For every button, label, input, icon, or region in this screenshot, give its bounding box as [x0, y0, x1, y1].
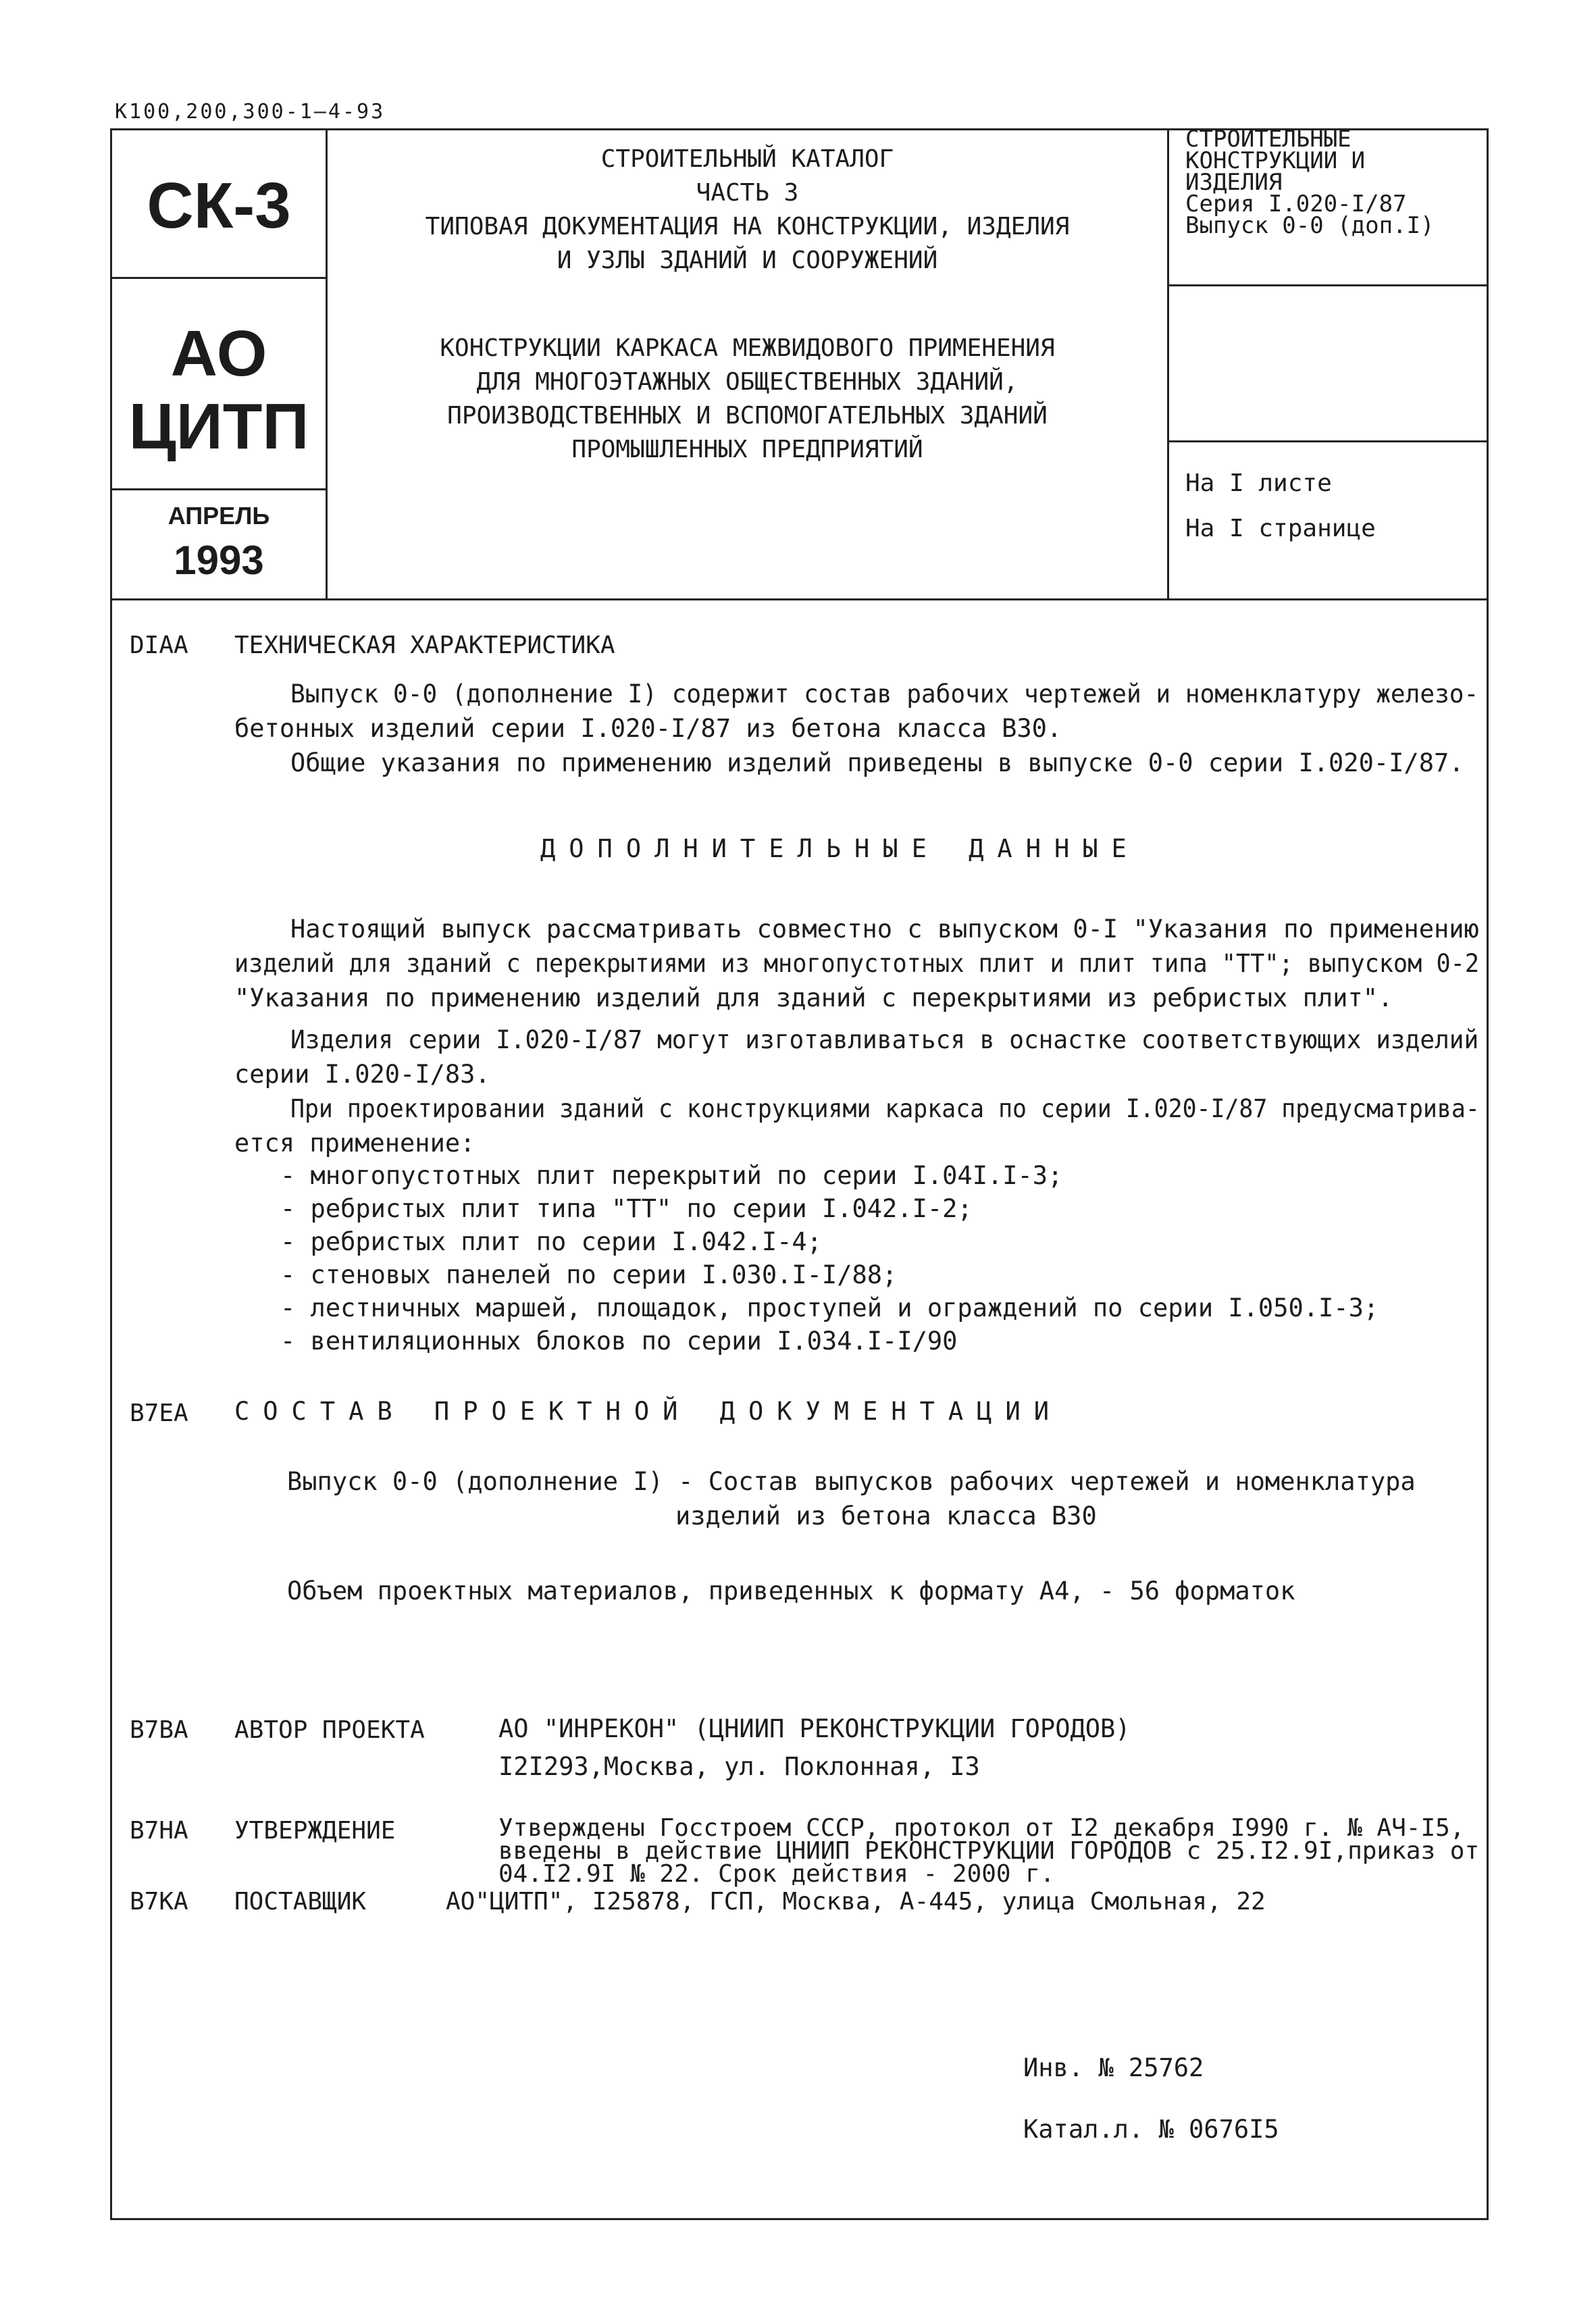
approval-line-1: Утверждены Госстроем СССР, протокол от I2 декабря I990 г. № АЧ-I5,	[498, 1814, 1465, 1842]
series-number: Серия I.020-I/87	[1185, 190, 1407, 217]
additional-p1-line-1: Настоящий выпуск рассматривать совместно с выпуском 0-I "Указания по применению	[290, 915, 1479, 944]
org-logo-line2: ЦИТП	[128, 390, 309, 463]
logo-divider-2	[110, 488, 326, 490]
issue-year: 1993	[174, 538, 264, 583]
composition-heading: СОСТАВ ПРОЕКТНОЙ ДОКУМЕНТАЦИИ	[234, 1397, 1063, 1426]
catalog-line-1: СТРОИТЕЛЬНЫЙ КАТАЛОГ	[600, 145, 894, 173]
header-bottom-line	[110, 598, 1489, 600]
tech-code: DIAA	[130, 632, 188, 659]
additional-p1-line-3: "Указания по применению изделий для зданий с перекрытиями из ребристых плит".	[234, 983, 1393, 1012]
author-line-2: I2I293,Москва, ул. Поклонная, I3	[498, 1752, 980, 1781]
pages-count: На I странице	[1185, 515, 1376, 542]
right-divider-1	[1167, 284, 1488, 286]
issue-month: АПРЕЛЬ	[168, 502, 270, 530]
approval-line-2: введены в действие ЦНИИП РЕКОНСТРУКЦИИ ГОРОДОВ с 25.I2.9I,приказ от	[498, 1837, 1480, 1865]
catalog-sheet-number: Катал.л. № 0676I5	[1023, 2115, 1279, 2144]
author-label: АВТОР ПРОЕКТА	[234, 1716, 425, 1744]
usage-item: - многопустотных плит перекрытий по серии I.04I.I-3;	[280, 1161, 1063, 1190]
approval-label: УТВЕРЖДЕНИЕ	[234, 1817, 396, 1845]
approval-code: В7НА	[130, 1817, 188, 1845]
author-code: В7ВА	[130, 1716, 188, 1744]
additional-p2-line-1: Изделия серии I.020-I/87 могут изготавливаться в оснастке соответствующих изделий	[290, 1025, 1479, 1054]
logo-divider-1	[110, 277, 326, 279]
additional-p3-line-1: При проектировании зданий с конструкциями каркаса по серии I.020-I/87 предусматрива-	[290, 1094, 1480, 1123]
usage-item: - лестничных маршей, площадок, проступей и ограждений по серии I.050.I-3;	[280, 1293, 1379, 1322]
tech-line-1: Выпуск 0-0 (дополнение I) содержит состав рабочих чертежей и номенклатуру железо-	[290, 679, 1479, 709]
composition-line-2: изделий из бетона класса В30	[675, 1501, 1097, 1531]
composition-volume: Объем проектных материалов, приведенных к формату А4, - 56 форматок	[287, 1576, 1295, 1605]
additional-heading: ДОПОЛНИТЕЛЬНЫЕ ДАННЫЕ	[540, 834, 1140, 863]
additional-p3-line-2: ется применение:	[234, 1129, 475, 1158]
org-logo-line1: АО	[170, 317, 267, 390]
right-line-3: ИЗДЕЛИЯ	[1185, 169, 1283, 196]
composition-line-1: Выпуск 0-0 (дополнение I) - Состав выпусков рабочих чертежей и номенклатура	[287, 1467, 1416, 1496]
usage-item: - ребристых плит типа "ТТ" по серии I.042.I-2;	[280, 1194, 973, 1223]
inventory-number: Инв. № 25762	[1023, 2053, 1204, 2082]
composition-code: В7ЕА	[130, 1399, 188, 1427]
tech-line-3: Общие указания по применению изделий приведены в выпуске 0-0 серии I.020-I/87.	[290, 748, 1464, 777]
supplier-code: В7КА	[130, 1888, 188, 1916]
title-line-1: КОНСТРУКЦИИ КАРКАСА МЕЖВИДОВОГО ПРИМЕНЕНИЯ	[440, 334, 1055, 362]
catalog-logo: СК-3	[147, 170, 291, 242]
sheets-count: На I листе	[1185, 469, 1332, 497]
author-line-1: АО "ИНРЕКОН" (ЦНИИП РЕКОНСТРУКЦИИ ГОРОДОВ)	[498, 1714, 1131, 1743]
catalog-line-3: ТИПОВАЯ ДОКУМЕНТАЦИЯ НА КОНСТРУКЦИИ, ИЗДЕЛИЯ	[425, 213, 1070, 240]
issue-number: Выпуск 0-0 (доп.I)	[1185, 212, 1435, 239]
right-line-1: СТРОИТЕЛЬНЫЕ	[1185, 126, 1352, 153]
title-line-3: ПРОИЗВОДСТВЕННЫХ И ВСПОМОГАТЕЛЬНЫХ ЗДАНИЙ	[447, 402, 1048, 430]
tech-line-2: бетонных изделий серии I.020-I/87 из бетона класса В30.	[234, 714, 1062, 743]
usage-item: - ребристых плит по серии I.042.I-4;	[280, 1227, 822, 1256]
supplier-line: АО"ЦИТП", I25878, ГСП, Москва, А-445, улица Смольная, 22	[446, 1888, 1266, 1916]
approval-line-3: 04.I2.9I № 22. Срок действия - 2000 г.	[498, 1860, 1055, 1888]
usage-item: - вентиляционных блоков по серии I.034.I-I/90	[280, 1327, 958, 1356]
title-line-2: ДЛЯ МНОГОЭТАЖНЫХ ОБЩЕСТВЕННЫХ ЗДАНИЙ,	[476, 368, 1019, 396]
frame-bottom	[110, 2218, 1489, 2220]
right-line-2: КОНСТРУКЦИИ И	[1185, 147, 1366, 174]
catalog-line-4: И УЗЛЫ ЗДАНИЙ И СООРУЖЕНИЙ	[557, 247, 938, 274]
tech-heading: ТЕХНИЧЕСКАЯ ХАРАКТЕРИСТИКА	[234, 632, 615, 659]
usage-item: - стеновых панелей по серии I.030.I-I/88;	[280, 1260, 898, 1289]
title-line-4: ПРОМЫШЛЕННЫХ ПРЕДПРИЯТИЙ	[571, 436, 923, 463]
additional-p2-line-2: серии I.020-I/83.	[234, 1060, 490, 1089]
additional-p1-line-2: изделий для зданий с перекрытиями из многопустотных плит и плит типа "ТТ"; выпуском 0-2	[234, 949, 1480, 978]
catalog-line-2: ЧАСТЬ 3	[696, 179, 799, 207]
document-code: К100,200,300-1—4-93	[115, 100, 386, 124]
right-column-divider	[1167, 128, 1169, 600]
supplier-label: ПОСТАВЩИК	[234, 1888, 367, 1916]
right-divider-2	[1167, 440, 1488, 442]
